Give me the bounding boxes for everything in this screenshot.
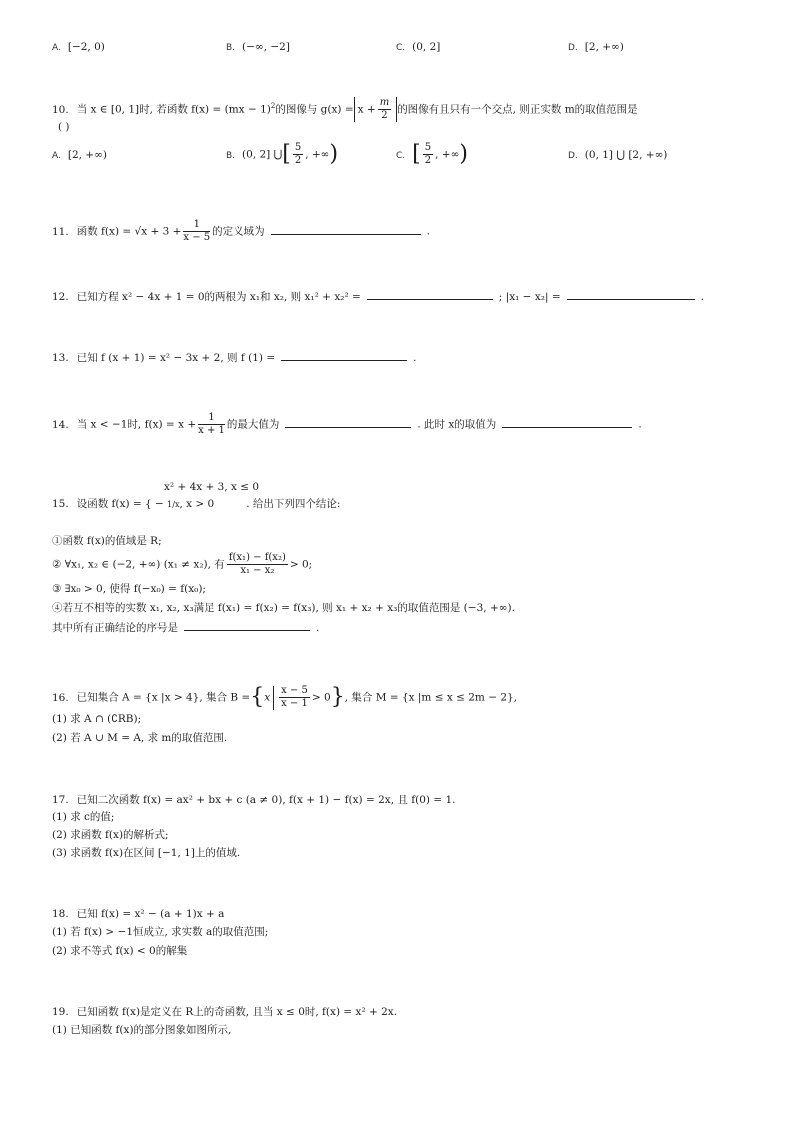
q15-stem: 15. 设函数 f(x) = { − 1/x, x > 0 . 给出下列四个结论: — [52, 498, 341, 510]
q10-number: 10. — [52, 103, 69, 116]
q9-option-d: D. [2, +∞) — [568, 41, 624, 53]
q9-option-a: A. [−2, 0) — [52, 41, 105, 53]
q16-part-1: (1) 求 A ∩ (∁RB); — [52, 713, 142, 725]
q11-answer-blank[interactable] — [271, 223, 421, 235]
q17-stem: 17. 已知二次函数 f(x) = ax² + bx + c (a ≠ 0), f(x + 1) − f(x) = 2x, 且 f(0) = 1. — [52, 794, 456, 806]
q15-answer-blank[interactable] — [184, 619, 310, 631]
q10-option-a: A. [2, +∞) — [52, 149, 107, 161]
q14-answer-blank-2[interactable] — [502, 416, 632, 428]
q16-part-2: (2) 若 A ∪ M = A, 求 m的取值范围. — [52, 732, 228, 744]
q10-abs: x + $\frac{m}{2}$ — [354, 97, 398, 122]
q10-option-b: B. (0, 2] ⋃[ $\frac{5}{2}$ , +∞) — [226, 141, 339, 167]
q13-answer-blank[interactable] — [281, 349, 407, 361]
q15-conclusion-3: ③ ∃x₀ > 0, 使得 f(−x₀) = f(x₀); — [52, 583, 206, 595]
q13-stem: 13. 已知 f (x + 1) = x² − 3x + 2, 则 f (1) = . — [52, 349, 416, 365]
q19-stem: 19. 已知函数 f(x)是定义在 R上的奇函数, 且当 x ≤ 0时, f(x) = x² + 2x. — [52, 1006, 398, 1018]
q14-stem: 14. 当 x < −1时, f(x) = x + $\frac{1}{x + 1}$ 的最大值为 . 此时 x的取值为 . — [52, 412, 642, 436]
q18-part-2: (2) 求不等式 f(x) < 0的解集 — [52, 945, 188, 957]
q10-stem: 10. 当 x ∈ [0, 1]时, 若函数 f(x) = (mx − 1)$^2$的图像与 g(x) = x + $\frac{m}{2}$ 的图像有且只有一个交点, 则正实数 m的取值范围是 — [52, 97, 638, 121]
q10-option-c: C. [ $\frac{5}{2}$ , +∞) — [396, 141, 468, 167]
q16-stem: 16. 已知集合 A = {x |x > 4}, 集合 B ={x $\frac{x - 5}{x - 1}$ > 0}, 集合 M = {x |m ≤ x ≤ 2m − 2}, — [52, 684, 518, 710]
q17-part-3: (3) 求函数 f(x)在区间 [−1, 1]上的值域. — [52, 847, 241, 859]
q9-option-b: B. (−∞, −2] — [226, 41, 290, 53]
q17-part-2: (2) 求函数 f(x)的解析式; — [52, 829, 169, 841]
q10-option-d: D. (0, 1] ⋃ [2, +∞) — [568, 149, 668, 161]
q11-stem: 11. 函数 f(x) = √x + 3 + $\frac{1}{x - 5}$ 的定义域为 . — [52, 219, 431, 243]
q12-answer-blank-2[interactable] — [567, 288, 695, 300]
q18-part-1: (1) 若 f(x) > −1恒成立, 求实数 a的取值范围; — [52, 926, 269, 938]
q14-answer-blank-1[interactable] — [285, 416, 411, 428]
q17-part-1: (1) 求 c的值; — [52, 811, 115, 823]
q15-conclusion-2: ② ∀x₁, x₂ ∈ (−2, +∞) (x₁ ≠ x₂), 有 $\frac{\text{f(x₁) − f(x₂)}}{\text{x₁ − x₂}}$ > 0; — [52, 552, 313, 576]
q19-part-1: (1) 已知函数 f(x)的部分图象如图所示, — [52, 1024, 232, 1036]
q15-piecewise-top: x² + 4x + 3, x ≤ 0 — [164, 481, 260, 493]
q9-option-c: C. (0, 2] — [396, 41, 441, 53]
q15-conclusion-4: ④若互不相等的实数 x₁, x₂, x₃满足 f(x₁) = f(x₂) = f(x₃), 则 x₁ + x₂ + x₃的取值范围是 (−3, +∞). — [52, 602, 515, 614]
q10-answer-paren: ( ) — [58, 121, 70, 133]
q18-stem: 18. 已知 f(x) = x² − (a + 1)x + a — [52, 908, 225, 920]
q12-stem: 12. 已知方程 x² − 4x + 1 = 0的两根为 x₁和 x₂, 则 x₁² + x₂² = ; |x₁ − x₂| = . — [52, 288, 704, 304]
q15-question: 其中所有正确结论的序号是 . — [52, 619, 319, 635]
q15-conclusion-1: ①函数 f(x)的值域是 R; — [52, 535, 162, 547]
q12-answer-blank-1[interactable] — [367, 288, 493, 300]
